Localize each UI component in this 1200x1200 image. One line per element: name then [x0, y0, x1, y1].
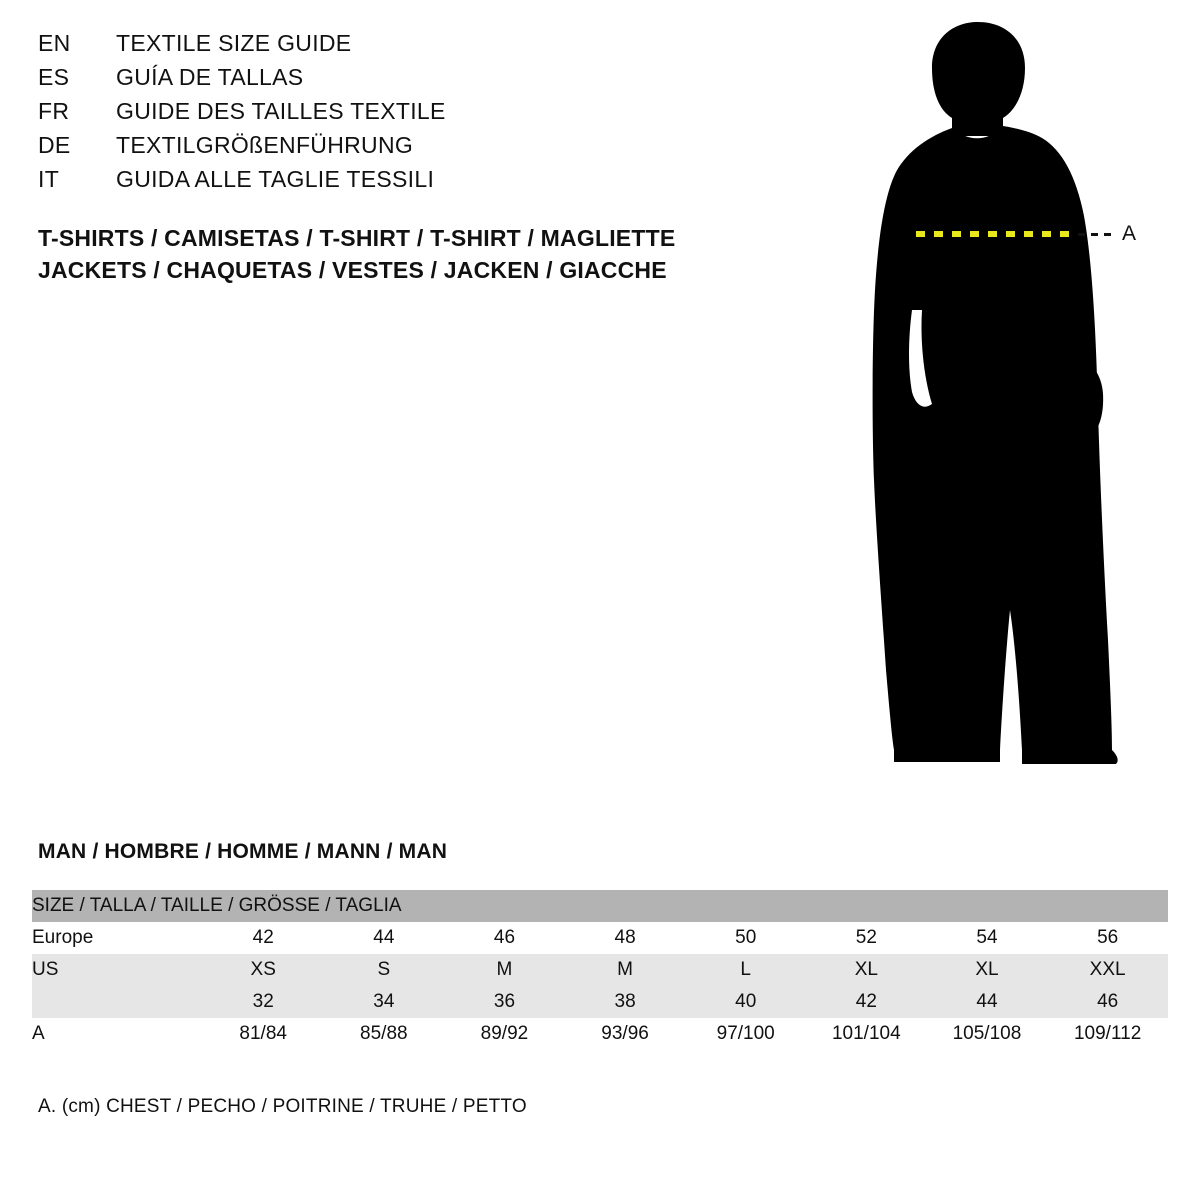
size-table: [32, 890, 1168, 1050]
table-cell: XL: [806, 954, 927, 986]
table-cell: 54: [927, 922, 1048, 954]
table-cell: 46: [444, 922, 565, 954]
row-label-europe: Europe: [32, 922, 203, 954]
callout-leader-line: [1078, 233, 1114, 236]
language-code: DE: [38, 132, 71, 158]
row-label-us: US: [32, 954, 203, 986]
table-cell: 105/108: [927, 1018, 1048, 1050]
language-text: TEXTILE SIZE GUIDE: [116, 30, 352, 56]
table-row: [32, 986, 1168, 1018]
table-cell: 36: [444, 986, 565, 1018]
language-row: [38, 64, 758, 98]
table-cell: XL: [927, 954, 1048, 986]
garment-category-block: [38, 222, 675, 286]
footnote-chest-measurement: A. (cm) CHEST / PECHO / POITRINE / TRUHE / PETTO: [38, 1096, 527, 1117]
table-cell: 40: [685, 986, 806, 1018]
table-cell: 85/88: [324, 1018, 445, 1050]
table-cell: 46: [1047, 986, 1168, 1018]
table-header-row: [32, 890, 1168, 922]
table-row: [32, 922, 1168, 954]
table-cell: XS: [203, 954, 324, 986]
table-cell: 93/96: [565, 1018, 686, 1050]
row-label-a: A: [32, 1018, 203, 1050]
table-row: [32, 1018, 1168, 1050]
garment-category-jackets: JACKETS / CHAQUETAS / VESTES / JACKEN / GIACCHE: [38, 257, 667, 283]
table-cell: 44: [324, 922, 445, 954]
table-cell: 50: [685, 922, 806, 954]
language-code: EN: [38, 30, 71, 56]
garment-category-tshirts: T-SHIRTS / CAMISETAS / T-SHIRT / T-SHIRT / MAGLIETTE: [38, 225, 676, 251]
table-cell: 97/100: [685, 1018, 806, 1050]
language-text: TEXTILGRÖßENFÜHRUNG: [116, 132, 414, 158]
language-text: GUIDE DES TAILLES TEXTILE: [116, 98, 446, 124]
table-cell: S: [324, 954, 445, 986]
table-cell: 44: [927, 986, 1048, 1018]
table-cell: 52: [806, 922, 927, 954]
table-cell: M: [444, 954, 565, 986]
language-row: [38, 166, 758, 200]
language-code: ES: [38, 64, 70, 90]
silhouette-body-icon: [873, 22, 1118, 764]
table-cell: M: [565, 954, 686, 986]
section-title-man: MAN / HOMBRE / HOMME / MANN / MAN: [38, 840, 448, 863]
language-header-block: [38, 30, 758, 200]
table-cell: L: [685, 954, 806, 986]
row-label-blank: [32, 986, 203, 1018]
table-cell: 42: [806, 986, 927, 1018]
table-cell: 109/112: [1047, 1018, 1168, 1050]
table-cell: 32: [203, 986, 324, 1018]
table-header-label: SIZE / TALLA / TAILLE / GRÖSSE / TAGLIA: [32, 890, 1168, 922]
language-code: IT: [38, 166, 60, 192]
table-cell: 34: [324, 986, 445, 1018]
table-cell: 48: [565, 922, 686, 954]
table-cell: 56: [1047, 922, 1168, 954]
language-row: [38, 98, 758, 132]
table-row: [32, 954, 1168, 986]
table-cell: 42: [203, 922, 324, 954]
table-cell: 38: [565, 986, 686, 1018]
language-text: GUÍA DE TALLAS: [116, 64, 304, 90]
callout-label-a: A: [1122, 222, 1137, 245]
language-text: GUIDA ALLE TAGLIE TESSILI: [116, 166, 435, 192]
table-cell: 101/104: [806, 1018, 927, 1050]
table-cell: 89/92: [444, 1018, 565, 1050]
male-silhouette-figure: [820, 10, 1190, 800]
table-cell: 81/84: [203, 1018, 324, 1050]
table-cell: XXL: [1047, 954, 1168, 986]
language-row: [38, 132, 758, 166]
language-row: [38, 30, 758, 64]
language-code: FR: [38, 98, 70, 124]
